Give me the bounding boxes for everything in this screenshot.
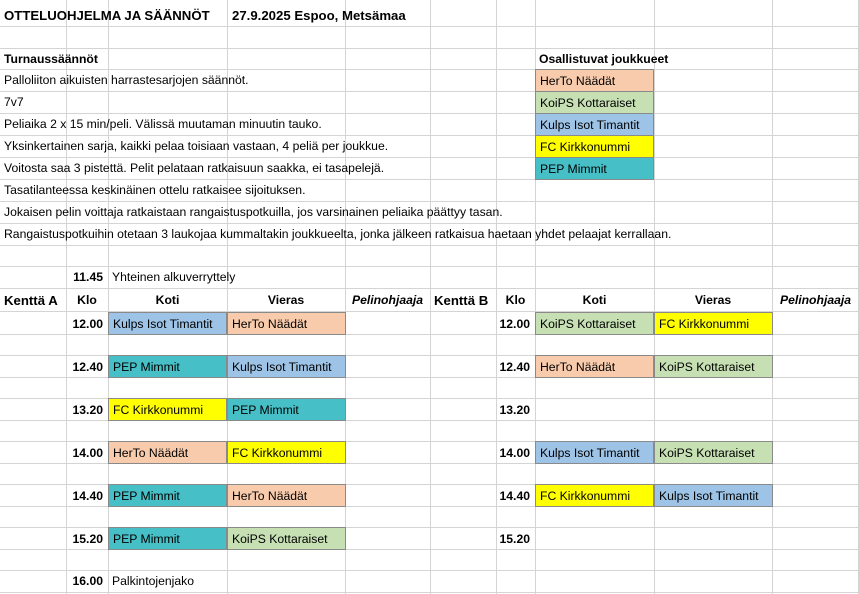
field-a-home[interactable]: FC Kirkkonummi	[108, 398, 227, 421]
field-a-time[interactable]: 12.00	[72, 316, 103, 331]
field-a-home[interactable]: Kulps Isot Timantit	[108, 312, 227, 335]
field-a-home[interactable]: PEP Mimmit	[108, 527, 227, 550]
field-a-koti-header[interactable]: Koti	[155, 293, 180, 308]
field-a-away[interactable]: PEP Mimmit	[227, 398, 346, 421]
field-a-home[interactable]: HerTo Näädät	[108, 441, 227, 464]
field-b-away[interactable]: Kulps Isot Timantit	[654, 484, 773, 507]
field-a-time[interactable]: 15.20	[72, 531, 103, 546]
event-date-place[interactable]: 27.9.2025 Espoo, Metsämaa	[232, 7, 406, 23]
field-a-away[interactable]: Kulps Isot Timantit	[227, 355, 346, 378]
field-b-home[interactable]	[535, 398, 654, 421]
teams-heading[interactable]: Osallistuvat joukkueet	[539, 52, 669, 67]
field-b-time[interactable]: 12.40	[499, 359, 530, 374]
rule-line[interactable]: Jokaisen pelin voittaja ratkaistaan rangaistuspotkuilla, jos varsinainen peliaika päättyy tasan.	[4, 205, 503, 220]
rule-line[interactable]: Voitosta saa 3 pistettä. Pelit pelataan ratkaisuun saakka, ei tasapelejä.	[4, 161, 385, 176]
gridline	[0, 26, 859, 27]
field-b-home[interactable]: HerTo Näädät	[535, 355, 654, 378]
field-b-time[interactable]: 15.20	[499, 531, 530, 546]
field-a-title[interactable]: Kenttä A	[4, 292, 58, 308]
field-b-klo-header[interactable]: Klo	[505, 293, 526, 308]
warmup-time[interactable]: 11.45	[73, 270, 103, 285]
field-b-time[interactable]: 12.00	[499, 316, 530, 331]
rule-line[interactable]: Yksinkertainen sarja, kaikki pelaa toisiaan vastaan, 4 peliä per joukkue.	[4, 139, 389, 154]
field-a-home[interactable]: PEP Mimmit	[108, 355, 227, 378]
field-b-home[interactable]	[535, 527, 654, 550]
field-a-away[interactable]: HerTo Näädät	[227, 484, 346, 507]
field-b-home[interactable]: FC Kirkkonummi	[535, 484, 654, 507]
field-a-vieras-header[interactable]: Vieras	[267, 293, 305, 308]
rule-line[interactable]: Rangaistuspotkuihin otetaan 3 laukojaa kummaltakin joukkueelta, jonka jälkeen ratkaisua haetaan yhdet pelaajat kerrallaan.	[4, 227, 672, 242]
team-kulps[interactable]: Kulps Isot Timantit	[535, 113, 654, 136]
field-b-home[interactable]: KoiPS Kottaraiset	[535, 312, 654, 335]
field-b-away[interactable]	[654, 398, 773, 421]
field-b-time[interactable]: 14.00	[499, 445, 530, 460]
rule-line[interactable]: Palloliiton aikuisten harrastesarjojen säännöt.	[4, 73, 249, 88]
field-b-referee-header[interactable]: Pelinohjaaja	[779, 293, 852, 308]
awards-label[interactable]: Palkintojenjako	[112, 574, 194, 589]
team-fc-kirkkonummi[interactable]: FC Kirkkonummi	[535, 135, 654, 158]
awards-time[interactable]: 16.00	[72, 574, 103, 589]
field-b-away[interactable]: KoiPS Kottaraiset	[654, 355, 773, 378]
field-a-away[interactable]: HerTo Näädät	[227, 312, 346, 335]
gridline	[0, 245, 859, 246]
field-b-time[interactable]: 14.40	[499, 488, 530, 503]
field-a-away[interactable]: KoiPS Kottaraiset	[227, 527, 346, 550]
field-b-away[interactable]: KoiPS Kottaraiset	[654, 441, 773, 464]
rule-line[interactable]: 7v7	[4, 95, 24, 110]
field-b-away[interactable]: FC Kirkkonummi	[654, 312, 773, 335]
field-b-away[interactable]	[654, 527, 773, 550]
field-b-home[interactable]: Kulps Isot Timantit	[535, 441, 654, 464]
rule-line[interactable]: Tasatilanteessa keskinäinen ottelu ratkaisee sijoituksen.	[4, 183, 306, 198]
field-a-time[interactable]: 14.00	[72, 445, 103, 460]
field-a-klo-header[interactable]: Klo	[77, 293, 97, 308]
field-b-vieras-header[interactable]: Vieras	[694, 293, 732, 308]
field-b-koti-header[interactable]: Koti	[582, 293, 607, 308]
field-a-home[interactable]: PEP Mimmit	[108, 484, 227, 507]
gridline	[0, 592, 859, 593]
team-herto[interactable]: HerTo Näädät	[535, 69, 654, 92]
team-koips[interactable]: KoiPS Kottaraiset	[535, 91, 654, 114]
rule-line[interactable]: Peliaika 2 x 15 min/peli. Välissä muutaman minuutin tauko.	[4, 117, 322, 132]
field-a-time[interactable]: 14.40	[72, 488, 103, 503]
rules-heading[interactable]: Turnaussäännöt	[4, 52, 98, 67]
warmup-label[interactable]: Yhteinen alkuverryttely	[112, 270, 236, 285]
field-a-time[interactable]: 13.20	[72, 402, 103, 417]
field-a-referee-header[interactable]: Pelinohjaaja	[351, 293, 424, 308]
team-pep[interactable]: PEP Mimmit	[535, 157, 654, 180]
field-b-time[interactable]: 13.20	[499, 402, 530, 417]
page-title[interactable]: OTTELUOHJELMA JA SÄÄNNÖT	[4, 7, 210, 23]
field-a-time[interactable]: 12.40	[72, 359, 103, 374]
field-a-away[interactable]: FC Kirkkonummi	[227, 441, 346, 464]
field-b-title[interactable]: Kenttä B	[434, 292, 489, 308]
